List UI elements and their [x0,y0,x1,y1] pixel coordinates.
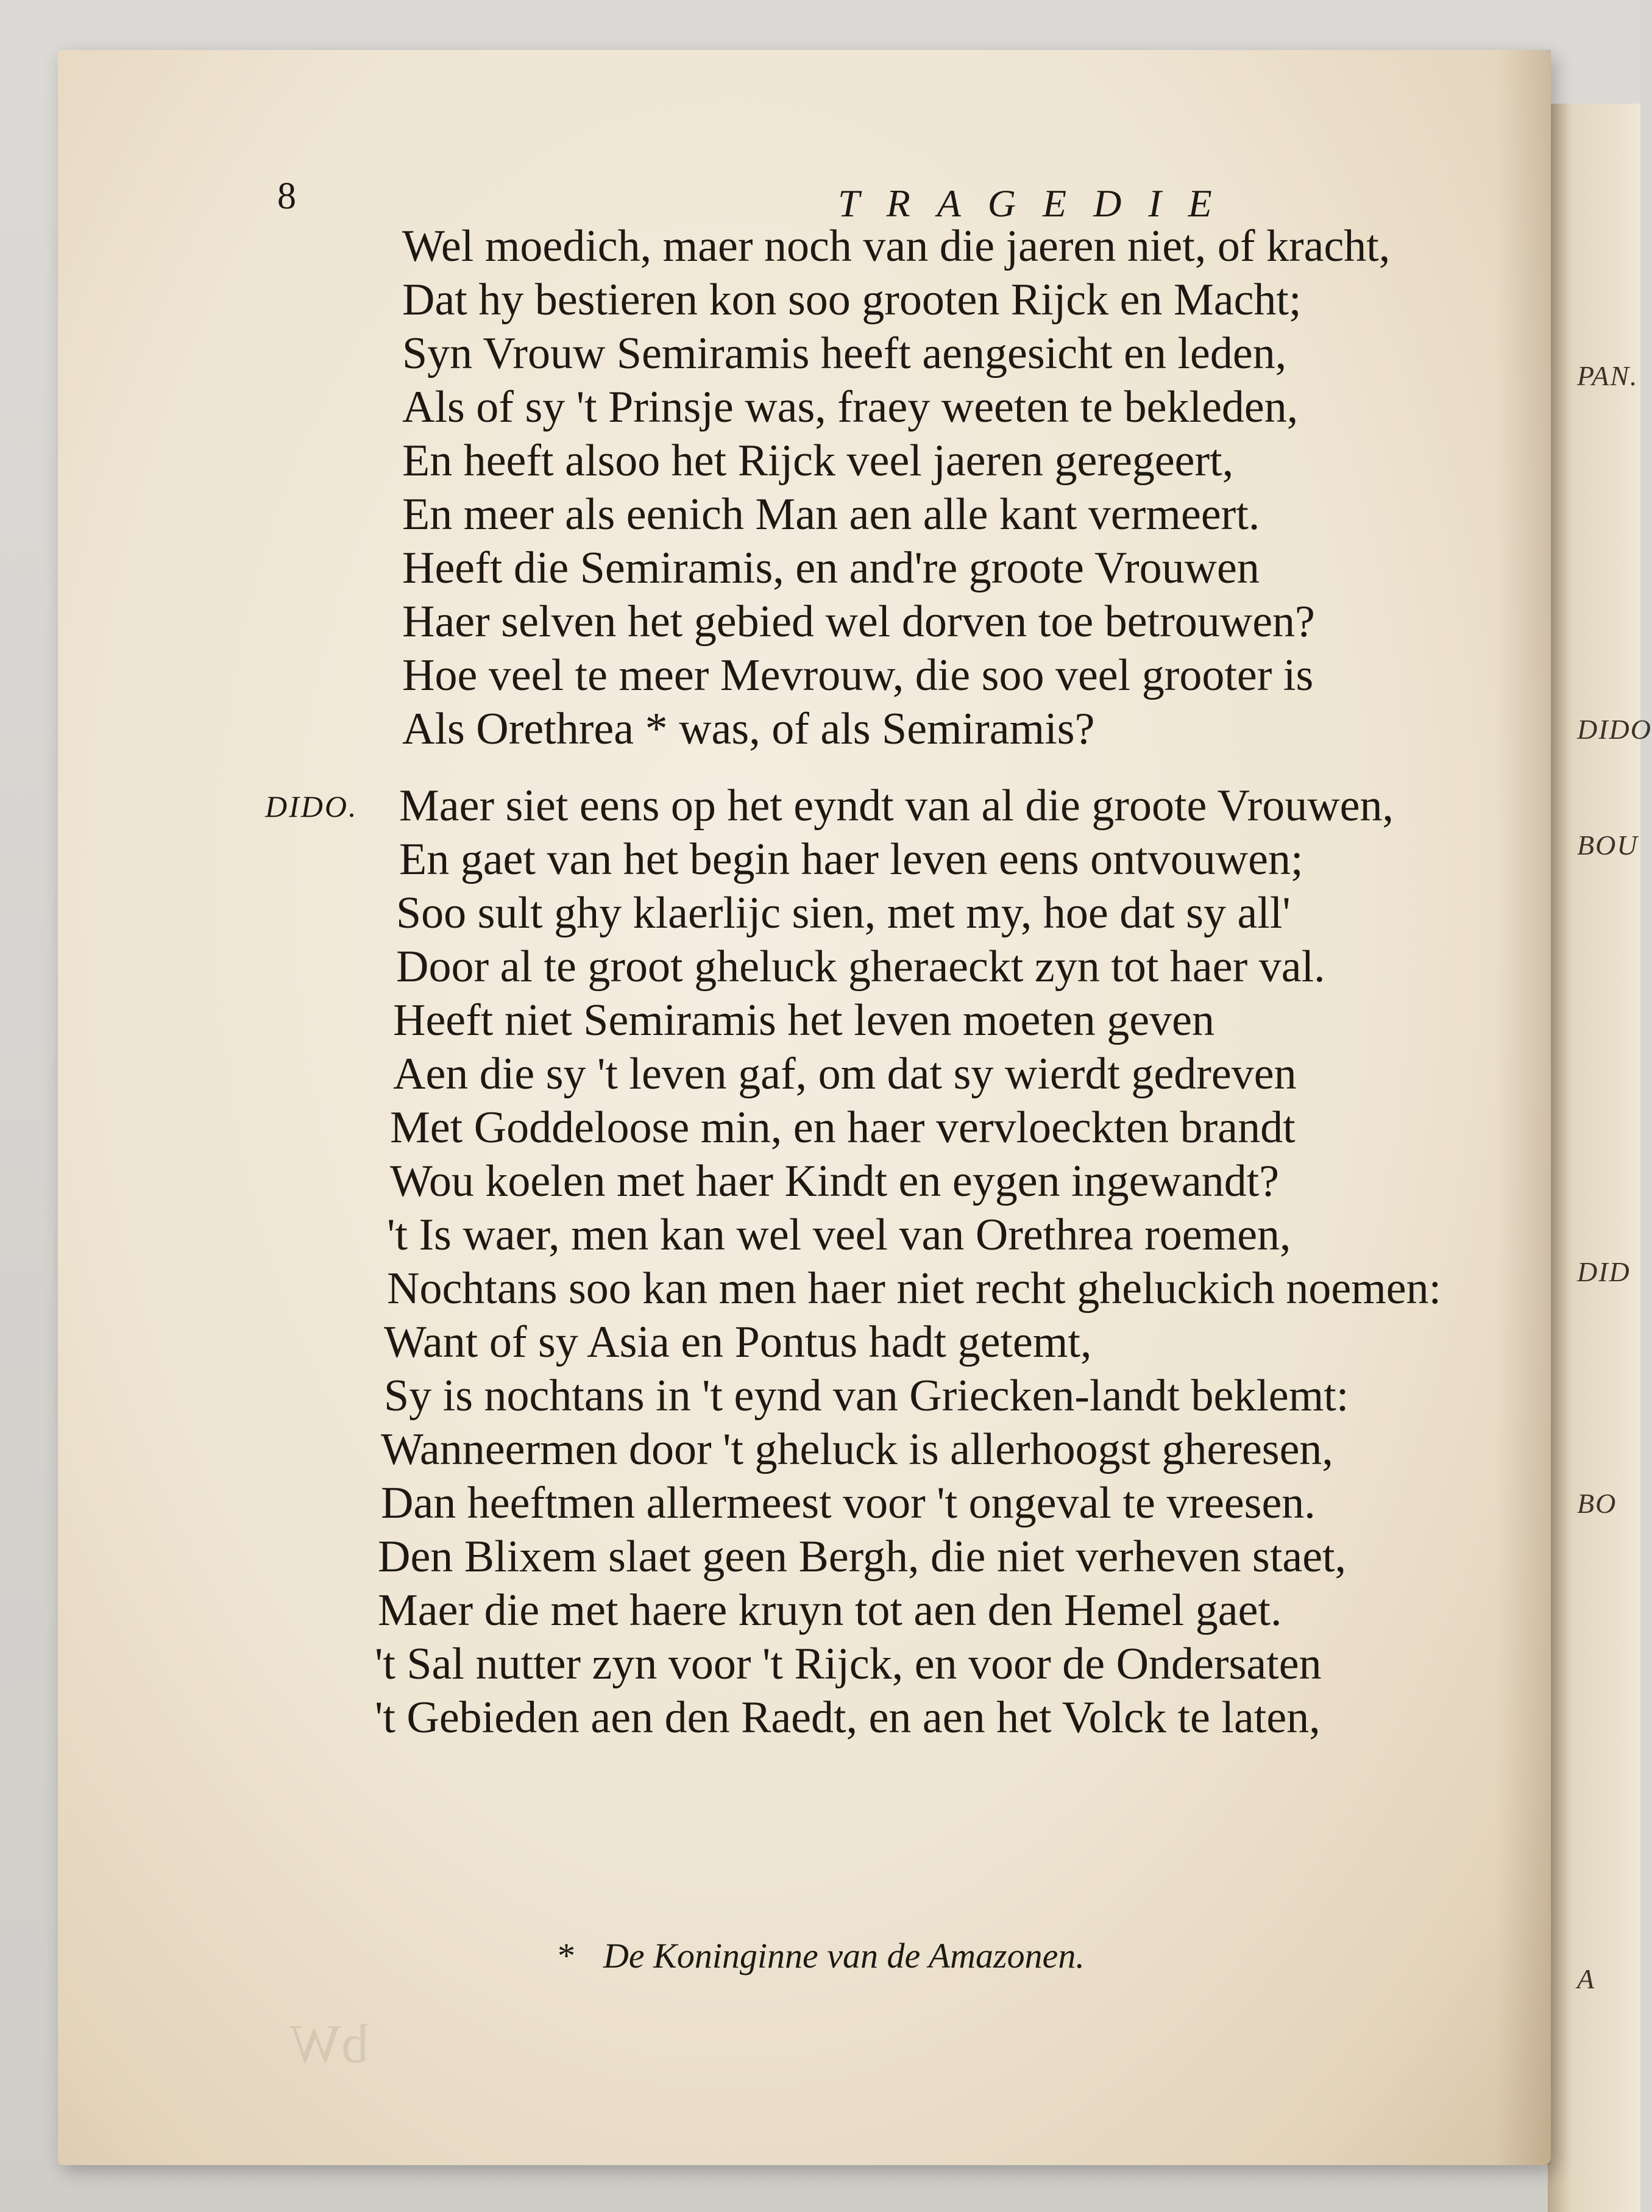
adjacent-margin-label: PAN. [1577,360,1639,391]
verse-line: Nochtans soo kan men haer niet recht gheluckich noemen: [387,1264,1442,1314]
footnote-mark: * [558,1936,575,1976]
verse-line: Heeft die Semiramis, en and're groote Vrouwen [402,543,1260,593]
adjacent-page-edge [1548,104,1652,2212]
verse-line: Wel moedich, maer noch van die jaeren niet, of kracht, [402,221,1391,271]
verse-line: Met Goddeloose min, en haer vervloeckten brandt [390,1103,1296,1153]
verse-line: Door al te groot gheluck gheraeckt zyn tot haer val. [396,942,1325,992]
verse-text-block [58,50,1551,2165]
verse-line: En heeft alsoo het Rijck veel jaeren geregeert, [402,436,1234,486]
speaker-label: DIDO. [265,789,358,823]
verse-line: Wou koelen met haer Kindt en eygen ingewandt? [390,1156,1280,1206]
page-number: 8 [277,176,296,217]
adjacent-margin-label: A [1577,1963,1596,1994]
verse-line: Als of sy 't Prinsje was, fraey weeten te bekleden, [402,382,1299,432]
verse-line: Wanneermen door 't gheluck is allerhoogst gheresen, [381,1424,1333,1474]
verse-line: Dat hy bestieren kon soo grooten Rijck en Macht; [402,275,1302,325]
book-page [58,50,1551,2165]
verse-line: Dan heeftmen allermeest voor 't ongeval te vreesen. [381,1478,1316,1528]
verse-line: Den Blixem slaet geen Bergh, die niet verheven staet, [378,1532,1347,1582]
verse-line: En gaet van het begin haer leven eens ontvouwen; [399,834,1303,884]
verse-line: En meer als eenich Man aen alle kant vermeert. [402,489,1260,539]
verse-line: Als Orethrea * was, of als Semiramis? [402,704,1095,754]
footnote [558,1935,1085,1976]
adjacent-margin-label: BOU [1577,830,1639,861]
verse-line: Maer die met haere kruyn tot aen den Hemel gaet. [378,1585,1282,1635]
running-head: TRAGEDIE [838,182,1239,225]
verse-line: Heeft niet Semiramis het leven moeten geven [393,995,1214,1045]
verse-line: 't Sal nutter zyn voor 't Rijck, en voor de Ondersaten [375,1639,1322,1689]
verse-line: Aen die sy 't leven gaf, om dat sy wierdt gedreven [393,1049,1297,1099]
verse-line: Want of sy Asia en Pontus hadt getemt, [384,1317,1092,1367]
verse-line: Maer siet eens op het eyndt van al die groote Vrouwen, [399,781,1394,831]
verse-line: Hoe veel te meer Mevrouw, die soo veel grooter is [402,650,1314,700]
verse-line: Haer selven het gebied wel dorven toe betrouwen? [402,597,1315,647]
verse-line: Syn Vrouw Semiramis heeft aengesicht en leden, [402,329,1287,379]
verse-line: 't Is waer, men kan wel veel van Orethrea roemen, [387,1210,1291,1260]
verse-line: 't Gebieden aen den Raedt, en aen het Volck te laten, [375,1693,1321,1743]
footnote-text: De Koninginne van de Amazonen. [603,1936,1085,1976]
show-through-mark: bW [289,2014,369,2074]
adjacent-margin-label: DID [1577,1256,1631,1287]
verse-line: Sy is nochtans in 't eynd van Griecken-landt beklemt: [384,1371,1349,1421]
adjacent-margin-label: BO [1577,1488,1617,1519]
verse-line: Soo sult ghy klaerlijc sien, met my, hoe dat sy all' [396,888,1291,938]
adjacent-margin-label: DIDO [1577,714,1652,745]
